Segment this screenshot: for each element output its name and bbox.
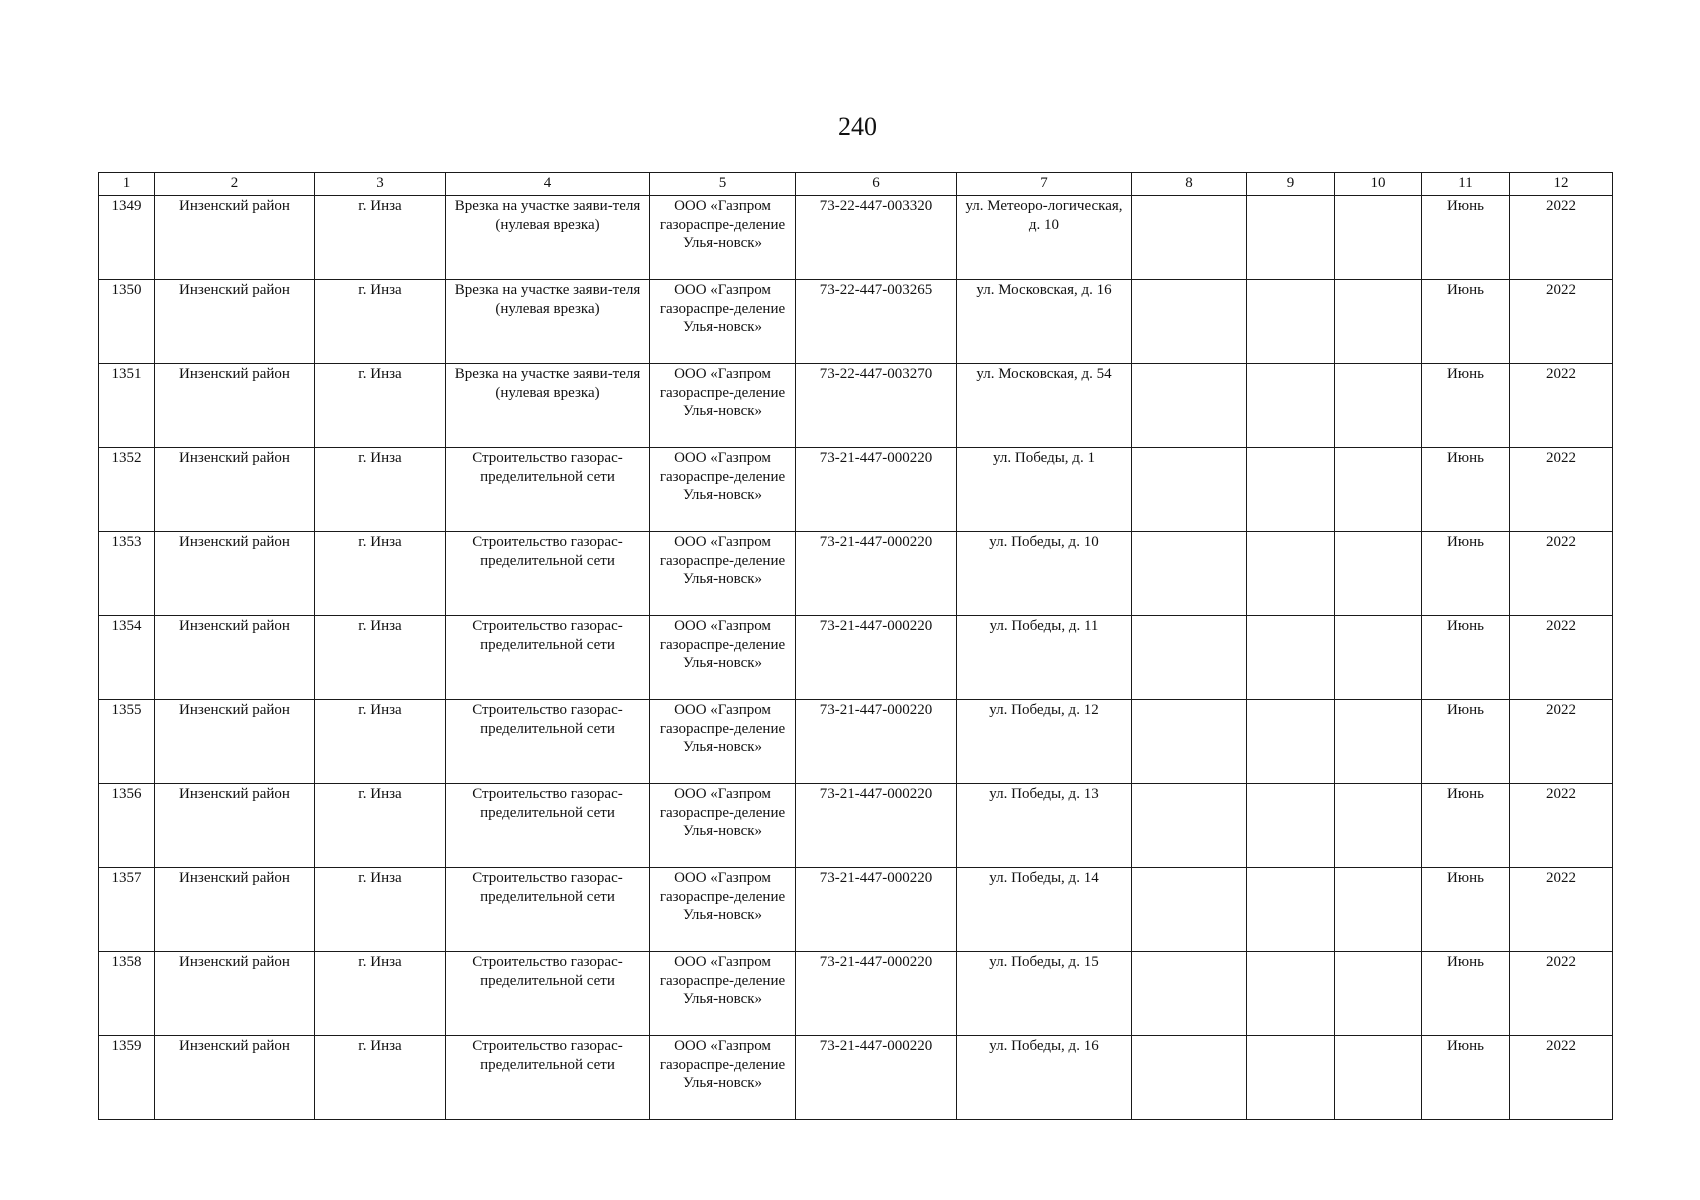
row-number-cell: 1355 — [99, 700, 155, 784]
column-8-cell — [1132, 616, 1247, 700]
column-10-cell — [1335, 532, 1422, 616]
object-code-cell: 73-21-447-000220 — [796, 1036, 957, 1120]
district-cell: Инзенский район — [155, 532, 315, 616]
object-code-cell: 73-22-447-003270 — [796, 364, 957, 448]
row-number-cell: 1350 — [99, 280, 155, 364]
column-header: 5 — [650, 173, 796, 196]
column-9-cell — [1247, 532, 1335, 616]
work-type-cell: Строительство газорас-пределительной сети — [446, 700, 650, 784]
work-type-cell: Строительство газорас-пределительной сети — [446, 784, 650, 868]
year-cell: 2022 — [1510, 532, 1613, 616]
column-10-cell — [1335, 616, 1422, 700]
work-type-cell: Врезка на участке заяви-теля (нулевая врезка) — [446, 196, 650, 280]
address-cell: ул. Метеоро-логическая, д. 10 — [957, 196, 1132, 280]
organization-cell: ООО «Газпром газораспре-деление Улья-новск» — [650, 616, 796, 700]
year-cell: 2022 — [1510, 1036, 1613, 1120]
district-cell: Инзенский район — [155, 448, 315, 532]
organization-cell: ООО «Газпром газораспре-деление Улья-новск» — [650, 700, 796, 784]
month-cell: Июнь — [1422, 952, 1510, 1036]
year-cell: 2022 — [1510, 868, 1613, 952]
organization-cell: ООО «Газпром газораспре-деление Улья-новск» — [650, 448, 796, 532]
work-type-cell: Строительство газорас-пределительной сети — [446, 448, 650, 532]
month-cell: Июнь — [1422, 868, 1510, 952]
object-code-cell: 73-21-447-000220 — [796, 700, 957, 784]
object-code-cell: 73-21-447-000220 — [796, 952, 957, 1036]
work-type-cell: Строительство газорас-пределительной сети — [446, 532, 650, 616]
table-row — [99, 616, 1613, 700]
row-number-cell: 1359 — [99, 1036, 155, 1120]
column-9-cell — [1247, 364, 1335, 448]
column-8-cell — [1132, 532, 1247, 616]
row-number-cell: 1354 — [99, 616, 155, 700]
object-code-cell: 73-21-447-000220 — [796, 532, 957, 616]
settlement-cell: г. Инза — [315, 448, 446, 532]
column-9-cell — [1247, 952, 1335, 1036]
table-row — [99, 1036, 1613, 1120]
table-row — [99, 280, 1613, 364]
object-code-cell: 73-21-447-000220 — [796, 616, 957, 700]
organization-cell: ООО «Газпром газораспре-деление Улья-новск» — [650, 952, 796, 1036]
address-cell: ул. Победы, д. 10 — [957, 532, 1132, 616]
column-header: 7 — [957, 173, 1132, 196]
column-9-cell — [1247, 448, 1335, 532]
column-header: 1 — [99, 173, 155, 196]
table-row — [99, 364, 1613, 448]
settlement-cell: г. Инза — [315, 784, 446, 868]
year-cell: 2022 — [1510, 700, 1613, 784]
column-9-cell — [1247, 784, 1335, 868]
column-header: 2 — [155, 173, 315, 196]
column-10-cell — [1335, 784, 1422, 868]
column-header: 8 — [1132, 173, 1247, 196]
settlement-cell: г. Инза — [315, 868, 446, 952]
gas-connection-register-table — [98, 172, 1613, 1120]
column-10-cell — [1335, 868, 1422, 952]
work-type-cell: Строительство газорас-пределительной сети — [446, 1036, 650, 1120]
month-cell: Июнь — [1422, 784, 1510, 868]
address-cell: ул. Победы, д. 16 — [957, 1036, 1132, 1120]
district-cell: Инзенский район — [155, 196, 315, 280]
district-cell: Инзенский район — [155, 700, 315, 784]
row-number-cell: 1356 — [99, 784, 155, 868]
month-cell: Июнь — [1422, 1036, 1510, 1120]
column-10-cell — [1335, 364, 1422, 448]
column-8-cell — [1132, 1036, 1247, 1120]
column-9-cell — [1247, 616, 1335, 700]
settlement-cell: г. Инза — [315, 532, 446, 616]
work-type-cell: Строительство газорас-пределительной сети — [446, 616, 650, 700]
column-number-row — [99, 173, 1613, 196]
column-8-cell — [1132, 868, 1247, 952]
row-number-cell: 1349 — [99, 196, 155, 280]
district-cell: Инзенский район — [155, 952, 315, 1036]
month-cell: Июнь — [1422, 364, 1510, 448]
object-code-cell: 73-22-447-003320 — [796, 196, 957, 280]
district-cell: Инзенский район — [155, 784, 315, 868]
district-cell: Инзенский район — [155, 364, 315, 448]
address-cell: ул. Победы, д. 11 — [957, 616, 1132, 700]
table-row — [99, 196, 1613, 280]
year-cell: 2022 — [1510, 616, 1613, 700]
address-cell: ул. Московская, д. 54 — [957, 364, 1132, 448]
settlement-cell: г. Инза — [315, 364, 446, 448]
column-header: 6 — [796, 173, 957, 196]
work-type-cell: Строительство газорас-пределительной сети — [446, 952, 650, 1036]
column-10-cell — [1335, 280, 1422, 364]
month-cell: Июнь — [1422, 280, 1510, 364]
address-cell: ул. Московская, д. 16 — [957, 280, 1132, 364]
settlement-cell: г. Инза — [315, 280, 446, 364]
organization-cell: ООО «Газпром газораспре-деление Улья-новск» — [650, 532, 796, 616]
column-10-cell — [1335, 700, 1422, 784]
district-cell: Инзенский район — [155, 868, 315, 952]
column-10-cell — [1335, 196, 1422, 280]
settlement-cell: г. Инза — [315, 700, 446, 784]
column-header: 9 — [1247, 173, 1335, 196]
column-header: 10 — [1335, 173, 1422, 196]
work-type-cell: Строительство газорас-пределительной сети — [446, 868, 650, 952]
settlement-cell: г. Инза — [315, 196, 446, 280]
column-10-cell — [1335, 1036, 1422, 1120]
month-cell: Июнь — [1422, 532, 1510, 616]
district-cell: Инзенский район — [155, 616, 315, 700]
month-cell: Июнь — [1422, 616, 1510, 700]
column-10-cell — [1335, 952, 1422, 1036]
settlement-cell: г. Инза — [315, 952, 446, 1036]
table-row — [99, 784, 1613, 868]
column-8-cell — [1132, 280, 1247, 364]
row-number-cell: 1352 — [99, 448, 155, 532]
organization-cell: ООО «Газпром газораспре-деление Улья-новск» — [650, 1036, 796, 1120]
year-cell: 2022 — [1510, 448, 1613, 532]
address-cell: ул. Победы, д. 15 — [957, 952, 1132, 1036]
object-code-cell: 73-21-447-000220 — [796, 448, 957, 532]
column-9-cell — [1247, 700, 1335, 784]
column-8-cell — [1132, 784, 1247, 868]
object-code-cell: 73-21-447-000220 — [796, 784, 957, 868]
table-row — [99, 700, 1613, 784]
column-header: 4 — [446, 173, 650, 196]
address-cell: ул. Победы, д. 13 — [957, 784, 1132, 868]
row-number-cell: 1358 — [99, 952, 155, 1036]
work-type-cell: Врезка на участке заяви-теля (нулевая врезка) — [446, 280, 650, 364]
year-cell: 2022 — [1510, 364, 1613, 448]
column-8-cell — [1132, 952, 1247, 1036]
table-row — [99, 952, 1613, 1036]
work-type-cell: Врезка на участке заяви-теля (нулевая врезка) — [446, 364, 650, 448]
year-cell: 2022 — [1510, 280, 1613, 364]
month-cell: Июнь — [1422, 448, 1510, 532]
settlement-cell: г. Инза — [315, 616, 446, 700]
column-8-cell — [1132, 364, 1247, 448]
year-cell: 2022 — [1510, 196, 1613, 280]
column-8-cell — [1132, 700, 1247, 784]
district-cell: Инзенский район — [155, 1036, 315, 1120]
column-header: 12 — [1510, 173, 1613, 196]
year-cell: 2022 — [1510, 784, 1613, 868]
organization-cell: ООО «Газпром газораспре-деление Улья-новск» — [650, 196, 796, 280]
column-8-cell — [1132, 196, 1247, 280]
organization-cell: ООО «Газпром газораспре-деление Улья-новск» — [650, 280, 796, 364]
column-9-cell — [1247, 1036, 1335, 1120]
object-code-cell: 73-21-447-000220 — [796, 868, 957, 952]
column-header: 3 — [315, 173, 446, 196]
month-cell: Июнь — [1422, 700, 1510, 784]
column-9-cell — [1247, 868, 1335, 952]
column-9-cell — [1247, 196, 1335, 280]
address-cell: ул. Победы, д. 1 — [957, 448, 1132, 532]
row-number-cell: 1357 — [99, 868, 155, 952]
year-cell: 2022 — [1510, 952, 1613, 1036]
organization-cell: ООО «Газпром газораспре-деление Улья-новск» — [650, 784, 796, 868]
table-row — [99, 532, 1613, 616]
column-header: 11 — [1422, 173, 1510, 196]
object-code-cell: 73-22-447-003265 — [796, 280, 957, 364]
column-8-cell — [1132, 448, 1247, 532]
settlement-cell: г. Инза — [315, 1036, 446, 1120]
table-row — [99, 448, 1613, 532]
row-number-cell: 1353 — [99, 532, 155, 616]
address-cell: ул. Победы, д. 14 — [957, 868, 1132, 952]
district-cell: Инзенский район — [155, 280, 315, 364]
page-number: 240 — [838, 112, 877, 141]
organization-cell: ООО «Газпром газораспре-деление Улья-новск» — [650, 364, 796, 448]
table-row — [99, 868, 1613, 952]
row-number-cell: 1351 — [99, 364, 155, 448]
month-cell: Июнь — [1422, 196, 1510, 280]
address-cell: ул. Победы, д. 12 — [957, 700, 1132, 784]
organization-cell: ООО «Газпром газораспре-деление Улья-новск» — [650, 868, 796, 952]
column-10-cell — [1335, 448, 1422, 532]
column-9-cell — [1247, 280, 1335, 364]
